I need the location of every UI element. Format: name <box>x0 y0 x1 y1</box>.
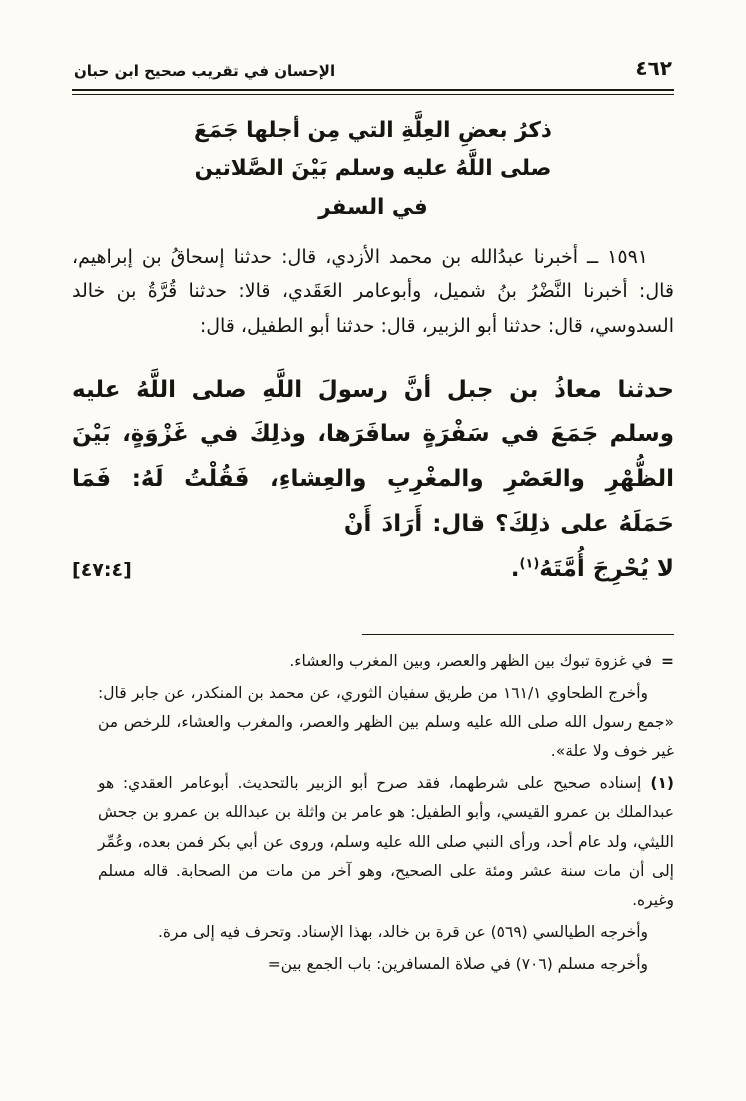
footnote-text: إسناده صحيح على شرطهما، فقد صرح أبو الزبير بالتحديث. أبوعامر العقدي: هو عبدالملك بن عمرو القيسي، وأبو الطفيل: هو عامر بن واثلة بن عبدالله بن عمرو بن جحش الليثي، ولد عام أحد، ورأى النبي صلى الله عليه وسلم، وروى عن أبي بكر فمن بعده، وعُمِّر إلى أن مات سنة عشر ومئة على الصحيح، وهو آخر من مات من الصحابة. قاله مسلم وغيره. <box>98 774 674 909</box>
hadith-reference: [٤٧:٤] <box>72 558 132 581</box>
chapter-heading-line-1: ذكرُ بعضِ العِلَّةِ التي مِن أجلها جَمَعَ <box>194 118 552 143</box>
footnote-takhrij-tahawi <box>98 679 674 766</box>
footnote-separator-rule <box>362 634 674 635</box>
footnote-takhrij-muslim <box>98 950 674 979</box>
footnote-1 <box>98 769 674 915</box>
footnote-continuation-marker: = <box>661 651 674 670</box>
book-title: الإحسان في تقريب صحيح ابن حبان <box>74 62 336 80</box>
hadith-matn: حدثنا معاذُ بن جبل أنَّ رسولَ اللَّهِ صلى اللَّهُ عليه وسلم جَمَعَ في سَفْرَةٍ سافَرَها، وذلِكَ في غَزْوَةٍ، بَيْنَ الظُّهْرِ والعَصْرِ والمغْرِبِ والعِشاءِ، فَقُلْتُ لَهُ: فَمَا حَمَلَهُ على ذلِكَ؟ قال: أَرَادَ أَنْ <box>72 376 674 538</box>
footnote-text: وأخرجه الطيالسي (٥٦٩) عن قرة بن خالد، بهذا الإسناد. وتحرف فيه إلى مرة. <box>158 922 648 941</box>
header-rule <box>72 89 674 95</box>
page-header <box>72 56 674 80</box>
hadith-matn-end <box>511 547 674 592</box>
footnote-1-marker: (١) <box>650 774 674 793</box>
footnote-text: وأخرجه مسلم (٧٠٦) في صلاة المسافرين: باب الجمع بين= <box>267 955 648 973</box>
hadith-last-line <box>72 547 674 592</box>
footnote-continuation <box>98 647 674 676</box>
footnote-takhrij-tayalisi <box>98 918 674 947</box>
footnotes-section <box>72 634 674 979</box>
chapter-heading-line-2: صلى اللَّهُ عليه وسلم بَيْنَ الصَّلاتين <box>194 156 552 182</box>
isnad-paragraph: ١٥٩١ ــ أخبرنا عبدُالله بن محمد الأزدي، قال: حدثنا إسحاقُ بن إبراهيم، قال: أخبرنا النَّضْرُ بنُ شميل، وأبوعامر العَقَدي، قالا: حدثنا قُرَّةُ بن خالد السدوسي، قال: حدثنا أبو الزبير، قال: حدثنا أبو الطفيل، قال: <box>72 245 674 337</box>
hadith-matn-end-text: لا يُحْرِجَ أُمَّتَهُ <box>539 555 674 582</box>
footnote-text: في غزوة تبوك بين الظهر والعصر، وبين المغرب والعشاء. <box>289 651 652 670</box>
footnote-text: وأخرج الطحاوي ١٦١/١ من طريق سفيان الثوري، عن محمد بن المنكدر، عن جابر قال: «جمع رسول الله صلى الله عليه وسلم بين الظهر والعصر، والمغرب والعشاء، للرخص من غير خوف ولا علة». <box>98 683 674 761</box>
sentence-end-period: . <box>510 555 520 582</box>
page-number: ٤٦٢ <box>635 56 672 80</box>
footnote-ref-marker: (١) <box>519 556 540 572</box>
chapter-heading <box>72 112 674 227</box>
chapter-heading-line-3: في السفر <box>318 194 428 220</box>
